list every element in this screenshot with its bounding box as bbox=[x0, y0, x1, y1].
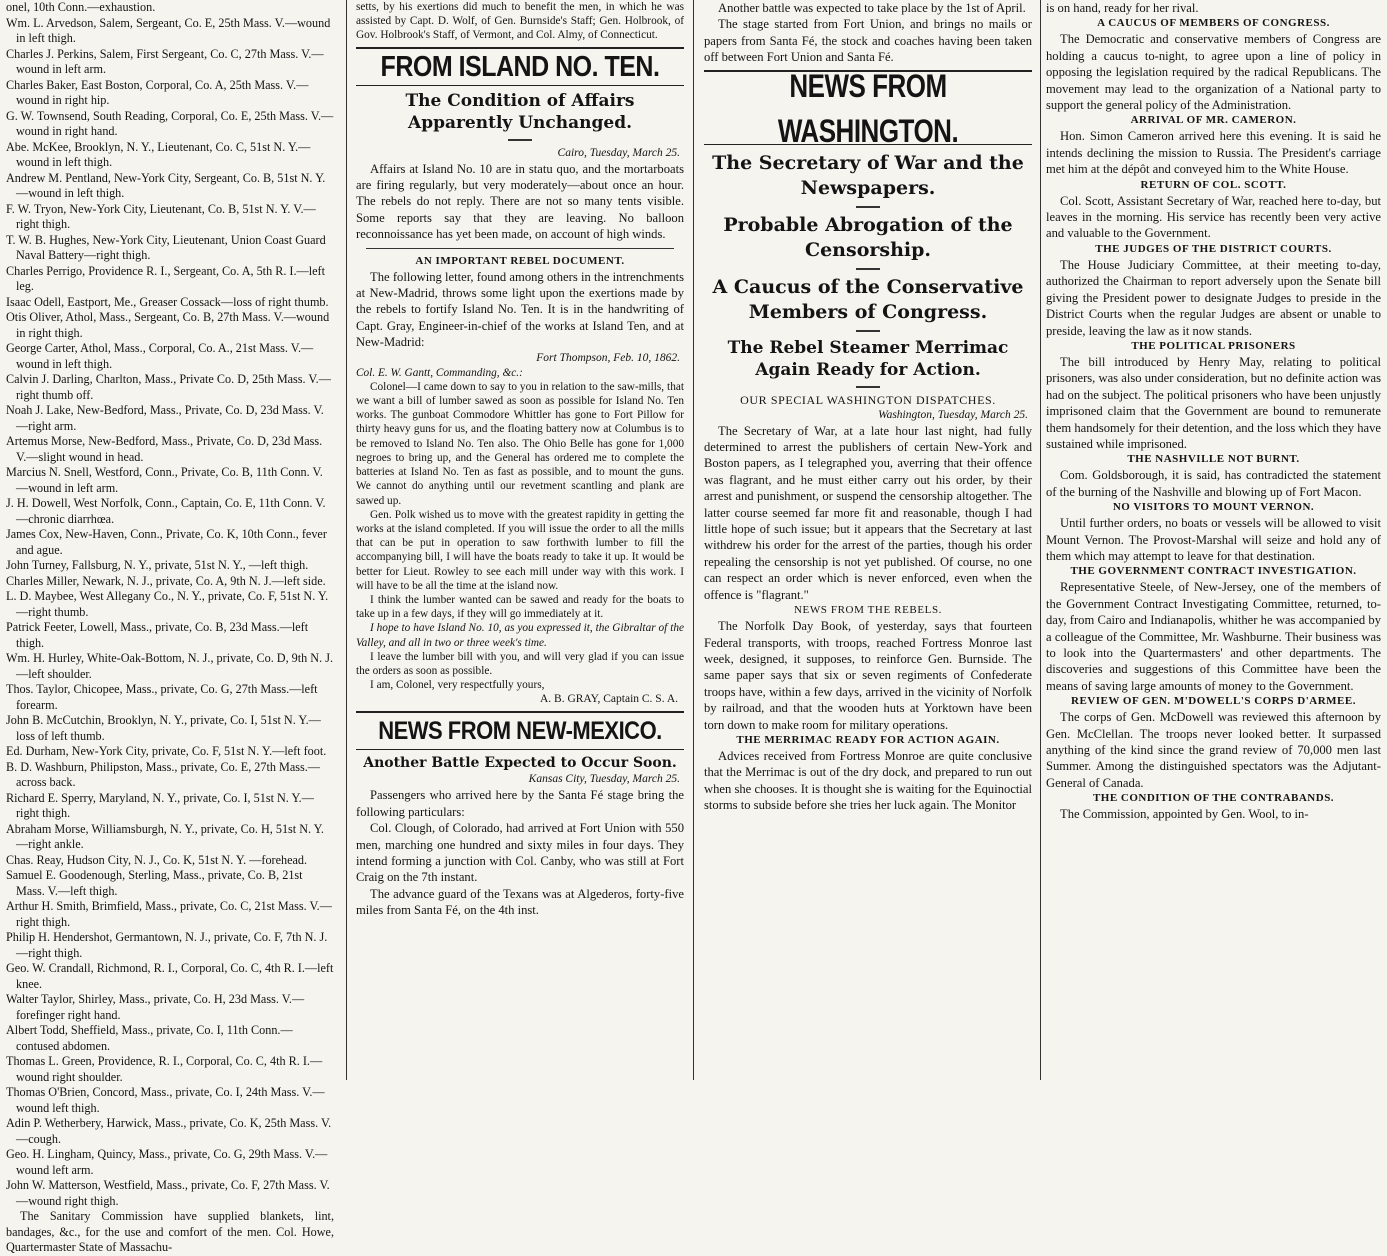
continued-paragraph: setts, by his exertions did much to benefit the men, in which he was assisted by Capt. D. Wolf, of Gen. Burnside's Staff; Gen. Holbrook, of Gov. Holbrook's Staff, of Vermont, and Col. Almy, of Connecticut. bbox=[356, 1, 684, 42]
casualty-entry: Charles J. Perkins, Salem, First Sergeant, Co. C, 27th Mass. V.—wound in left arm. bbox=[6, 46, 324, 76]
subhead-merrimac-ready: THE MERRIMAC READY FOR ACTION AGAIN. bbox=[736, 733, 1000, 746]
casualty-entry: Marcius N. Snell, Westford, Conn., Private, Co. B, 11th Conn. V.—wound in left arm. bbox=[6, 465, 323, 495]
deck-rebel-steamer-merrimac: The Rebel Steamer Merrimac Again Ready for Action. bbox=[727, 337, 1009, 380]
letter-paragraph: I hope to have Island No. 10, as you expressed it, the Gibraltar of the Valley, and all in two or three week's time. bbox=[356, 622, 684, 649]
casualty-entry: Richard E. Sperry, Maryland, N. Y., private, Co. I, 51st N. Y.—right thigh. bbox=[6, 790, 314, 820]
casualty-entry: Walter Taylor, Shirley, Mass., private, Co. H, 23d Mass. V.—forefinger right hand. bbox=[6, 992, 305, 1022]
paragraph-affairs-island: Affairs at Island No. 10 are in statu quo, and the mortarboats are firing regularly, but very moderately—about once an hour. The rebels do not reply. There are not so many tents visible. Some reports say that they are leaving. No balloon reconnoissance has yet been made, on account of high winds. bbox=[356, 161, 684, 242]
casualty-entry: Charles Baker, East Boston, Corporal, Co. A, 25th Mass. V.—wound in right hip. bbox=[6, 77, 309, 107]
casualty-entry: Otis Oliver, Athol, Mass., Sergeant, Co. B, 27th Mass. V.—wound in right thigh. bbox=[6, 310, 330, 340]
casualty-entry: Patrick Feeter, Lowell, Mass., private, Co. B, 23d Mass.—left thigh. bbox=[6, 620, 309, 650]
headline-box bbox=[356, 47, 684, 86]
letter-dateline: Fort Thompson, Feb. 10, 1862. bbox=[536, 351, 680, 364]
subhead-nashville: THE NASHVILLE NOT BURNT. bbox=[1127, 453, 1300, 466]
casualty-list bbox=[6, 0, 334, 1209]
casualty-entry: Calvin J. Darling, Charlton, Mass., Private Co. D, 25th Mass. V.—right thumb off. bbox=[6, 372, 331, 402]
paragraph-secretary-of-war: The Secretary of War, at a late hour last night, had fully determined to arrest the publishers of certain New-York and Boston papers, as I telegraphed you, averring that their offence was flagrant, and he must either carry out his order, by their arrest and punishment, or suspend the censorship altogether. The latter course seemed far more fit and reasonable, though I had little hope of such issue; but it appears that the Secretary at last withdrew his order for the arrest of the parties, though his order repealing the censorship is not yet published. Of course, no one can respect an order which is never enforced, even when the offence is "flagrant." bbox=[704, 423, 1032, 602]
subhead-district-courts: THE JUDGES OF THE DISTRICT COURTS. bbox=[1095, 242, 1332, 255]
casualty-entry: Philip H. Hendershot, Germantown, N. J., private, Co. F, 7th N. J.—right thigh. bbox=[6, 930, 328, 960]
paragraph-col-clough: Col. Clough, of Colorado, had arrived at Fort Union with 550 men, marching one hundred and sixty miles in four days. They intend forming a junction with Col. Canby, who was still at Fort Craig on the 7th instant. bbox=[356, 821, 684, 885]
paragraph-another-battle: Another battle was expected to take place by the 1st of April. bbox=[718, 1, 1026, 15]
casualty-entry: Noah J. Lake, New-Bedford, Mass., Private, Co. D, 23d Mass. V.—right arm. bbox=[6, 403, 324, 433]
divider bbox=[366, 248, 674, 249]
paragraph-advance-guard: The advance guard of the Texans was at Algederos, forty-five miles from Santa Fé, on the 4th inst. bbox=[356, 886, 684, 918]
subhead-col-scott: RETURN OF COL. SCOTT. bbox=[1140, 178, 1287, 191]
headline-box bbox=[356, 711, 684, 750]
deck-abrogation-censorship: Probable Abrogation of the Censorship. bbox=[723, 213, 1013, 261]
paragraph-col-scott: Col. Scott, Assistant Secretary of War, reached here to-day, but leaves in the morning. His service has recently been very active and valuable to the Government. bbox=[1046, 193, 1381, 241]
divider bbox=[856, 206, 880, 208]
casualty-entry: J. H. Dowell, West Norfolk, Conn., Captain, Co. E, 11th Conn. V.—chronic diarrhœa. bbox=[6, 496, 326, 526]
casualty-entry: F. W. Tryon, New-York City, Lieutenant, Co. B, 51st N. Y. V.—right thigh. bbox=[6, 201, 316, 231]
casualty-entry: Artemus Morse, New-Bedford, Mass., Private, Co. D, 23d Mass. V.—slight wound in head. bbox=[6, 434, 323, 464]
casualty-entry: Thomas O'Brien, Concord, Mass., private, Co. I, 24th Mass. V.—wound left thigh. bbox=[6, 1085, 325, 1115]
casualty-entry: George Carter, Athol, Mass., Corporal, Co. A., 21st Mass. V.—wound in left thigh. bbox=[6, 341, 314, 371]
paragraph-norfolk-day-book: The Norfolk Day Book, of yesterday, says that fourteen Federal transports, with troops, reached Fortress Monroe last week, designed, it supposes, to reinforce Gen. Burnside. The same paper says that six or seven regiments of Confederate troops have, within a few days, arrived in the vicinity of Norfolk by railroad, and that the wooden huts at Yorktown have been torn down to make room for military operations. bbox=[704, 619, 1032, 732]
subhead-mcdowell-review: REVIEW OF GEN. M'DOWELL'S CORPS D'ARMEE. bbox=[1071, 695, 1356, 708]
paragraph-passengers: Passengers who arrived here by the Santa Fé stage bring the following particulars: bbox=[356, 788, 684, 819]
continued-paragraph: is on hand, ready for her rival. bbox=[1046, 1, 1199, 15]
letter-closing: I am, Colonel, very respectfully yours, bbox=[370, 679, 545, 692]
deck-another-battle: Another Battle Expected to Occur Soon. bbox=[363, 755, 677, 772]
deck-condition-of-affairs: The Condition of Affairs Apparently Unchanged. bbox=[405, 90, 635, 133]
casualty-entry: B. D. Washburn, Philipston, Mass., private, Co. E, 27th Mass.—across back. bbox=[6, 759, 320, 789]
casualty-entry: Adin P. Wetherbery, Harwick, Mass., private, Co. K, 25th Mass. V.—cough. bbox=[6, 1116, 332, 1146]
subhead-contract-investigation: THE GOVERNMENT CONTRACT INVESTIGATION. bbox=[1070, 565, 1357, 578]
subhead-news-from-rebels: NEWS FROM THE REBELS. bbox=[793, 604, 943, 617]
paragraph-stage: The stage started from Fort Union, and brings no mails or papers from Santa Fé, the stock and coaches having been taken off between Fort Union and Santa Fé. bbox=[704, 17, 1032, 65]
column-rule bbox=[1040, 0, 1041, 1080]
headline-box bbox=[704, 66, 1032, 149]
casualty-entry: onel, 10th Conn.—exhaustion. bbox=[6, 0, 156, 14]
casualty-entry: T. W. B. Hughes, New-York City, Lieutenant, Union Coast Guard Naval Battery—right thigh. bbox=[6, 232, 326, 262]
paragraph-letter-intro: The following letter, found among others in the intrenchments at New-Madrid, throws some light upon the exertions made by the rebels to fortify Island No. Ten. It is in the handwriting of Capt. Gray, Engineer-in-chief of the works at Island Ten, and at New-Madrid: bbox=[356, 269, 684, 350]
paragraph-mcdowell-review: The corps of Gen. McDowell was reviewed this afternoon by Gen. McClellan. The troops never looked better. It surpassed anything of the kind since the grand review of 70,000 men last Summer. Among the distinguished spectators was the Adjutant-General of Canada. bbox=[1046, 710, 1381, 790]
casualty-entry: Abraham Morse, Williamsburgh, N. Y., private, Co. H, 51st N. Y.—right ankle. bbox=[6, 821, 324, 851]
casualty-entry: Charles Perrigo, Providence R. I., Sergeant, Co. A, 5th R. I.—left leg. bbox=[6, 263, 325, 293]
paragraph-caucus: The Democratic and conservative members of Congress are holding a caucus to-night, to agree upon a line of policy in opposing the legislation required by the radical Republicans. The movement may lead to the organization of a National party to support the general policy of the Administration. bbox=[1046, 32, 1381, 113]
casualty-entry: John B. McCutchin, Brooklyn, N. Y., private, Co. I, 51st N. Y.—loss of left thumb. bbox=[6, 713, 321, 743]
casualty-entry: John W. Matterson, Westfield, Mass., private, Co. F, 27th Mass. V.—wound right thigh. bbox=[6, 1178, 330, 1208]
casualty-entry: Abe. McKee, Brooklyn, N. Y., Lieutenant, Co. C, 51st N. Y.—wound in left thigh. bbox=[6, 139, 311, 169]
paragraph-mount-vernon: Until further orders, no boats or vessels will be allowed to visit Mount Vernon. The Provost-Marshal will seize and hold any of them which may attempt to leave for that destination. bbox=[1046, 516, 1381, 563]
casualty-entry: Arthur H. Smith, Brimfield, Mass., private, Co. C, 21st Mass. V.—right thigh. bbox=[6, 899, 332, 929]
deck-secretary-of-war: The Secretary of War and the Newspapers. bbox=[712, 151, 1024, 199]
paragraph-political-prisoners: The bill introduced by Henry May, relating to political prisoners, was also under consideration, but no definite action was had on the subject. The political prisoners who have been unjustly imprisoned claim that the Government are bound to remunerate them handsomely for their detention, and the loss which they have sustained while imprisoned. bbox=[1046, 354, 1381, 451]
subhead-caucus: A CAUCUS OF MEMBERS OF CONGRESS. bbox=[1097, 17, 1330, 30]
paragraph-contrabands: The Commission, appointed by Gen. Wool, to in- bbox=[1060, 807, 1309, 822]
letter-paragraph: Gen. Polk wished us to move with the greatest rapidity in getting the works at the island completed. If you will issue the order to all the mills that can be put in operation to saw forthwith lumber to fill the accompanying bill, I will have the boats ready to take it up. It would be better for Lieut. Rowley to see each mill under way with this work. I will have to be all the time at the island now. bbox=[356, 508, 684, 592]
casualty-entry: Albert Todd, Sheffield, Mass., private, Co. I, 11th Conn.—contused abdomen. bbox=[6, 1023, 293, 1053]
paragraph-contract-investigation: Representative Steele, of New-Jersey, one of the members of the Government Contract Investigating Committee, returned, to-day, from Cairo and Indianapolis, whither he was accompanied by a colleague of the Committee, Mr. Washburne. Their business was to look into the Quartermasters' and other departments. The discoveries and suggestions of this Committee have been the means of saving large amounts of money to the Government. bbox=[1046, 580, 1381, 693]
headline-new-mexico: NEWS FROM NEW-MEXICO. bbox=[378, 716, 662, 746]
divider bbox=[508, 139, 532, 141]
sanitary-commission-paragraph: The Sanitary Commission have supplied blankets, lint, bandages, &c., for the use and comfort of the men. Col. Howe, Quartermaster State of Massachu- bbox=[6, 1209, 334, 1254]
letter-paragraph: I leave the lumber bill with you, and will very glad if you can issue the orders as soon as possible. bbox=[356, 650, 684, 677]
casualty-entry: G. W. Townsend, South Reading, Corporal, Co. E, 25th Mass. V.—wound in right hand. bbox=[6, 108, 334, 138]
letter-salutation: Col. E. W. Gantt, Commanding, &c.: bbox=[356, 366, 523, 379]
dateline-cairo: Cairo, Tuesday, March 25. bbox=[557, 146, 680, 159]
casualty-entry: Andrew M. Pentland, New-York City, Sergeant, Co. B, 51st N. Y.—wound in left thigh. bbox=[6, 170, 326, 200]
deck-caucus-conservative: A Caucus of the Conservative Members of Congress. bbox=[712, 275, 1024, 323]
casualty-entry: James Cox, New-Haven, Conn., Private, Co. K, 10th Conn., fever and ague. bbox=[6, 527, 327, 557]
casualty-entry: Geo. W. Crandall, Richmond, R. I., Corporal, Co. C, 4th R. I.—left knee. bbox=[6, 961, 334, 991]
casualty-entry: Charles Miller, Newark, N. J., private, Co. A, 9th N. J.—left side. bbox=[6, 573, 326, 588]
subhead-special-dispatches: OUR SPECIAL WASHINGTON DISPATCHES. bbox=[740, 392, 996, 407]
casualty-entry: Isaac Odell, Eastport, Me., Greaser Cossack—loss of right thumb. bbox=[6, 294, 329, 309]
casualty-entry: Geo. H. Lingham, Quincy, Mass., private, Co. G, 29th Mass. V.—wound left arm. bbox=[6, 1147, 328, 1177]
casualty-entry: L. D. Maybee, West Allegany Co., N. Y., private, Co. F, 51st N. Y.—right thumb. bbox=[6, 589, 329, 619]
casualty-entry: John Turney, Fallsburg, N. Y., private, 51st N. Y., —left thigh. bbox=[6, 558, 309, 572]
subhead-mount-vernon: NO VISITORS TO MOUNT VERNON. bbox=[1112, 501, 1315, 514]
divider bbox=[856, 386, 880, 388]
paragraph-merrimac: Advices received from Fortress Monroe are quite conclusive that the Merrimac is out of the dry dock, and prepared to run out when she chooses. It is thought she is waiting for the Equinoctial storms to subside before she tries her luck again. The Monitor bbox=[704, 748, 1032, 813]
column-island-ten bbox=[352, 0, 688, 1080]
subhead-political-prisoners: THE POLITICAL PRISONERS bbox=[1131, 339, 1296, 352]
divider bbox=[856, 330, 880, 332]
casualty-entry: Wm. L. Arvedson, Salem, Sergeant, Co. E, 25th Mass. V.—wound in left thigh. bbox=[6, 15, 331, 45]
subhead-cameron: ARRIVAL OF MR. CAMERON. bbox=[1130, 114, 1297, 127]
letter-signature: A. B. GRAY, Captain C. S. A. bbox=[539, 693, 678, 706]
column-rule bbox=[693, 0, 694, 1080]
casualty-entry: Thomas L. Green, Providence, R. I., Corporal, Co. C, 4th R. I.—wound right shoulder. bbox=[6, 1054, 323, 1084]
column-rule bbox=[346, 0, 347, 1080]
column-casualty-list bbox=[2, 0, 340, 1254]
headline-news-from-washington: NEWS FROM WASHINGTON. bbox=[777, 66, 959, 149]
casualty-entry: Thos. Taylor, Chicopee, Mass., private, Co. G, 27th Mass.—left forearm. bbox=[6, 682, 318, 712]
casualty-entry: Wm. H. Hurley, White-Oak-Bottom, N. J., private, Co. D, 9th N. J.—left shoulder. bbox=[6, 651, 333, 681]
column-washington-continued bbox=[1042, 0, 1385, 1080]
casualty-entry: Ed. Durham, New-York City, private, Co. F, 51st N. Y.—left foot. bbox=[6, 744, 327, 758]
paragraph-district-courts: The House Judiciary Committee, at their meeting to-day, authorized the Chairman to report adversely upon the Senate bill giving the President power to designate Judges to preside in the District Courts when the regular Judges are absent or unable to preside, leaving the law as it now stands. bbox=[1046, 257, 1381, 338]
dateline-kansas-city: Kansas City, Tuesday, March 25. bbox=[528, 773, 680, 786]
paragraph-nashville: Com. Goldsborough, it is said, has contradicted the statement of the burning of the Nashville and blowing up of Fort Macon. bbox=[1046, 468, 1381, 499]
casualty-entry: Samuel E. Goodenough, Sterling, Mass., private, Co. B, 21st Mass. V.—left thigh. bbox=[6, 868, 303, 898]
dateline-washington: Washington, Tuesday, March 25. bbox=[878, 408, 1028, 421]
casualty-entry: Chas. Reay, Hudson City, N. J., Co. K, 51st N. Y. —forehead. bbox=[6, 852, 308, 867]
letter-paragraph: I think the lumber wanted can be sawed and ready for the boats to take up in a few days, if they will go immediately at it. bbox=[356, 593, 684, 621]
paragraph-cameron: Hon. Simon Cameron arrived here this evening. It is said he intends declining the mission to Russia. The President's carriage met him at the dépôt and conveyed him to the White House. bbox=[1046, 129, 1381, 177]
divider bbox=[856, 268, 880, 270]
column-washington bbox=[698, 0, 1038, 1080]
letter-paragraph: Colonel—I came down to say to you in relation to the saw-mills, that we want a bill of lumber sawed as soon as possible for Island No. Ten works. The gunboat Commodore Whittler has gone to Fort Pillow for thirty heavy guns for us, and the floating battery now at Columbus is to be removed to Island No. Ten also. The Ohio Belle has gone for 1,000 negroes to bring up, and the General has ordered me to complete the batteries at Island No. Ten as fast as possible, and to mount the guns. We cannot do anything until our revetment scantling and plank are sawed up. bbox=[356, 380, 684, 507]
subhead-rebel-document: AN IMPORTANT REBEL DOCUMENT. bbox=[415, 254, 625, 267]
subhead-contrabands: THE CONDITION OF THE CONTRABANDS. bbox=[1092, 792, 1335, 805]
headline-island-ten: FROM ISLAND NO. TEN. bbox=[380, 50, 660, 83]
